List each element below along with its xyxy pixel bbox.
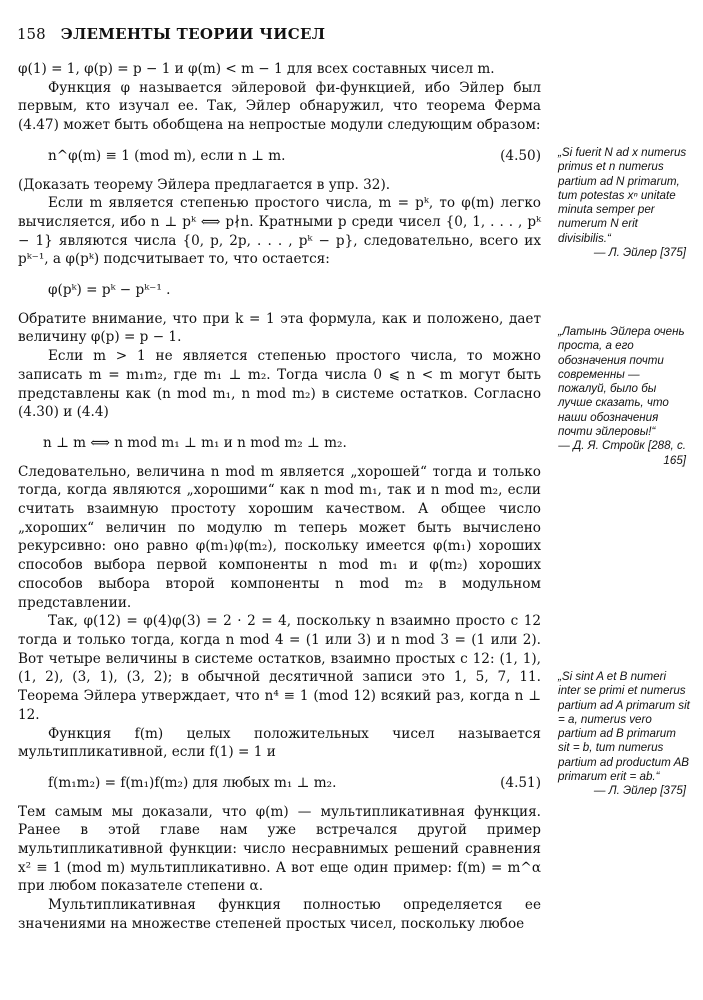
- equation-number: (4.51): [500, 774, 541, 791]
- paragraph: Если m > 1 не является степенью простого числа, то можно записать m = m₁m₂, где m₁ ⊥ m₂. Тогда числа 0 ⩽ n < m могут быть представлены как (n mod m₁, n mod m₂) в системе остатков. Согласно (4.30) и (4.4): [18, 348, 541, 421]
- paragraph: Функция φ называется эйлеровой фи-функцией, ибо Эйлер был первым, кто изучал ее. Так, Эйлер обнаружил, что теорема Ферма (4.47) может быть обобщена на непростые модули следующим образом:: [18, 79, 541, 134]
- equation-body: n ⊥ m ⟺ n mod m₁ ⊥ m₁ и n mod m₂ ⊥ m₂.: [43, 434, 347, 451]
- paragraph: Следовательно, величина n mod m является „хорошей“ тогда и только тогда, когда являются „хорошими“ как n mod m₁, так и n mod m₂, если считать взаимную простоту хорошим качеством. А общее число „хороших“ величин по модулю m теперь может быть вычислено рекурсивно: оно равно φ(m₁)φ(m₂), поскольку имеется φ(m₁) хороших способов выбора первой компоненты n mod m₁ и φ(m₂) хороших способов выбора второй компоненты n mod m₂ в модульном представлении.: [18, 463, 541, 611]
- paragraph: Обратите внимание, что при k = 1 эта формула, как и положено, дает величину φ(p) = p − 1.: [18, 310, 541, 346]
- quote-attribution: — Д. Я. Стройк [288, с. 165]: [558, 439, 686, 467]
- margin-quote-struik: [558, 325, 690, 468]
- quote-attribution: — Л. Эйлер [375]: [593, 784, 686, 798]
- quote-attribution: — Л. Эйлер [375]: [593, 246, 686, 260]
- equation-4-50: [18, 147, 541, 166]
- equation-phi-prime-power: [18, 281, 541, 300]
- equation-4-51: [18, 774, 541, 793]
- quote-text: „Si fuerit N ad x numerus primus et n numerus partium ad N primarum, tum potestas xⁿ unitate minuta semper per numerum N erit divisibilis.“: [558, 146, 687, 245]
- paragraph: φ(1) = 1, φ(p) = p − 1 и φ(m) < m − 1 для всех составных чисел m.: [18, 61, 495, 77]
- margin-quote-euler-latin-1: [558, 146, 690, 260]
- main-text-column: [18, 60, 541, 934]
- equation-body: φ(pᵏ) = pᵏ − pᵏ⁻¹ .: [48, 282, 171, 299]
- paragraph: Функция f(m) целых положительных чисел называется мультипликативной, если f(1) = 1 и: [18, 725, 541, 761]
- paragraph: Мультипликативная функция полностью определяется ее значениями на множестве степеней простых чисел, поскольку любое: [18, 897, 541, 932]
- paragraph: Если m является степенью простого числа, m = pᵏ, то φ(m) легко вычисляется, ибо n ⊥ pᵏ ⟺ p∤n. Кратными p среди чисел {0, 1, . . . , pᵏ − 1} являются числа {0, p, 2p, . . . , pᵏ − p}, следовательно, всего их pᵏ⁻¹, а φ(pᵏ) подсчитывает то, что остается:: [18, 195, 541, 268]
- chapter-title: ЭЛЕМЕНТЫ ТЕОРИИ ЧИСЕЛ: [60, 25, 326, 43]
- equation-body: n^φ(m) ≡ 1 (mod m), если n ⊥ m.: [48, 147, 286, 164]
- page-number: 158: [17, 25, 46, 43]
- quote-text: „Латынь Эйлера очень проста, а его обозначения почти современны — пожалуй, было бы лучше сказать, что наши обозначения почти эйлеровы!“: [558, 325, 685, 439]
- quote-text: „Si sint A et B numeri inter se primi et numerus partium ad A primarum sit = a, numerus vero partium ad B primarum sit = b, tum numerus partium ad productum AB primarum erit = ab.“: [558, 670, 690, 784]
- paragraph: Так, φ(12) = φ(4)φ(3) = 2 · 2 = 4, поскольку n взаимно просто с 12 тогда и только тогда, когда n mod 4 = (1 или 3) и n mod 3 = (1 или 2). Вот четыре величины в системе остатков, взаимно простых с 12: (1, 1), (1, 2), (3, 1), (3, 2); в обычной десятичной записи это 1, 5, 7, 11. Теорема Эйлера утверждает, что n⁴ ≡ 1 (mod 12) всякий раз, когда n ⊥ 12.: [18, 613, 541, 723]
- equation-coprime-equivalence: [18, 434, 541, 453]
- equation-body: f(m₁m₂) = f(m₁)f(m₂) для любых m₁ ⊥ m₂.: [48, 774, 337, 791]
- equation-number: (4.50): [500, 147, 541, 164]
- margin-quote-euler-latin-2: [558, 670, 690, 799]
- paragraph: Тем самым мы доказали, что φ(m) — мультипликативная функция. Ранее в этой главе нам уже встречался другой пример мультипликативной функции: число несравнимых решений сравнения x² ≡ 1 (mod m) мультипликативно. А вот еще один пример: f(m) = m^α при любом показателе степени α.: [18, 803, 541, 895]
- running-header: [17, 24, 325, 46]
- paragraph: (Доказать теорему Эйлера предлагается в упр. 32).: [18, 176, 391, 193]
